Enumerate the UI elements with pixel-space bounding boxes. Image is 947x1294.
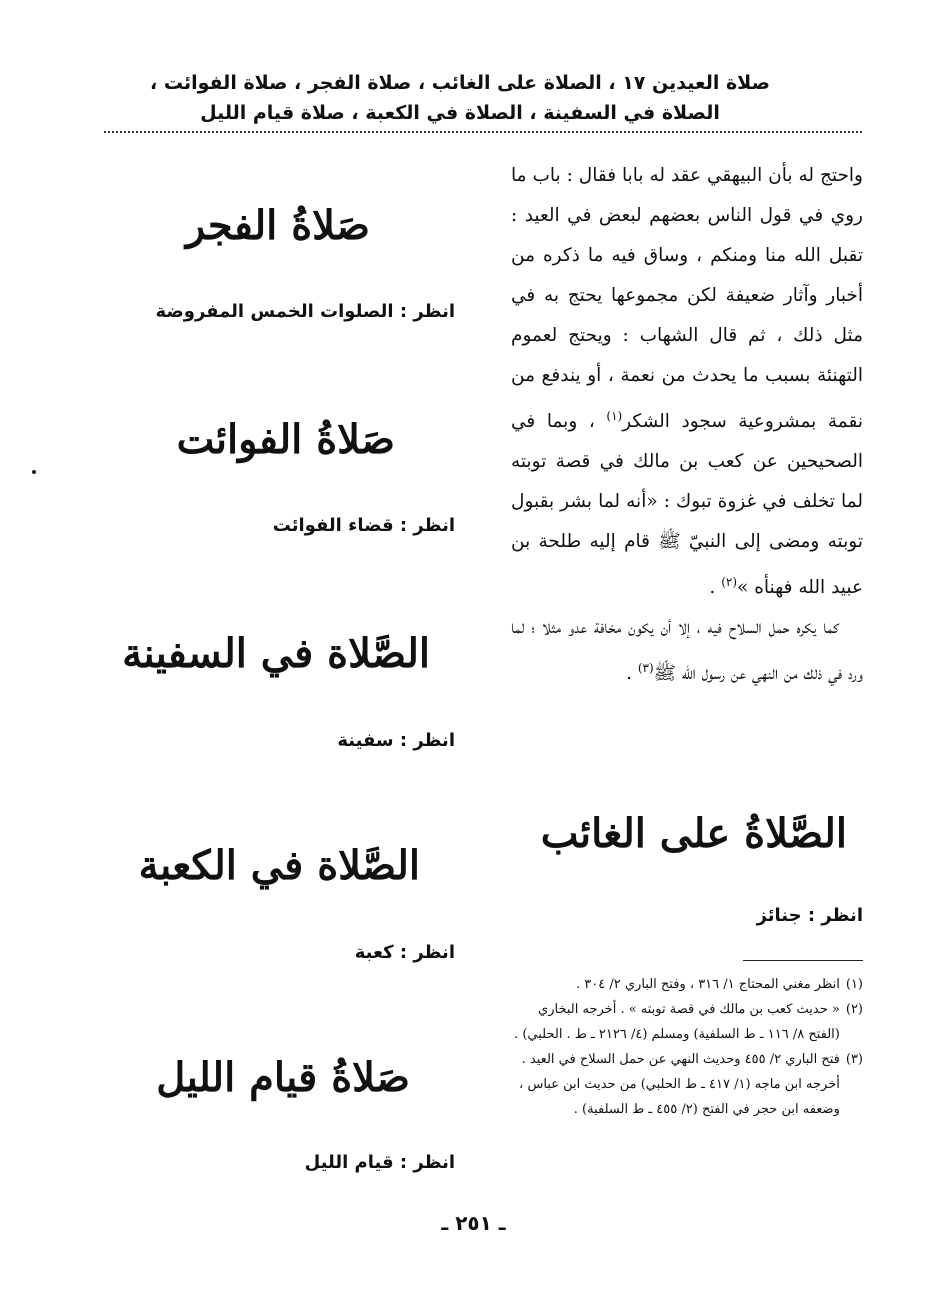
footnotes bbox=[503, 972, 863, 1122]
footnote-divider bbox=[743, 960, 863, 961]
footnote-number: (٢) bbox=[845, 1002, 863, 1017]
main-text: . bbox=[709, 577, 722, 599]
see-also-fajr: انظر : الصلوات الخمس المفروضة bbox=[155, 301, 455, 322]
section-title-fajr: صَلاةُ الفجر bbox=[185, 202, 370, 249]
main-text: كما يكره حمل السلاح فيه ، إلا أن يكون مخافة عدو مثلا ؛ لما ورد في ذلك من النهي عن رسول الله ﷺ bbox=[511, 617, 863, 685]
page-number: ـ ٢٥١ ـ bbox=[441, 1211, 506, 1235]
section-title-ghaib: الصَّلاةُ على الغائب bbox=[540, 810, 847, 857]
footnote-ref-1: (١) bbox=[606, 409, 623, 423]
section-title-kaaba: الصَّلاة في الكعبة bbox=[138, 842, 420, 889]
header-line-1: صلاة العيدين ١٧ ، الصلاة على الغائب ، صلاة الفجر ، صلاة الفوائت ، bbox=[150, 72, 770, 94]
header-line-2: الصلاة في السفينة ، الصلاة في الكعبة ، صلاة قيام الليل bbox=[200, 102, 720, 124]
see-also-kaaba: انظر : كعبة bbox=[354, 942, 455, 963]
main-text: ، وبما في الصحيحين عن كعب بن مالك في قصة توبته لما تخلف في غزوة تبوك : «أنه لما بشر بقبول توبته ومضى إلى النبيّ ﷺ قام إليه طلحة بن عبيد الله فهنأه » bbox=[511, 411, 863, 599]
main-paragraph-2 bbox=[511, 608, 863, 694]
footnote-number: (١) bbox=[845, 977, 863, 992]
margin-mark bbox=[32, 470, 36, 474]
footnote-text: « حديث كعب بن مالك في قصة توبته » . أخرجه البخاري (الفتح ٨/ ١١٦ ـ ط السلفية) ومسلم (٤/ ٢١٢٦ ـ ط . الحلبي) . bbox=[514, 1002, 840, 1042]
footnote bbox=[503, 997, 863, 1047]
footnote-text: فتح الباري ٢/ ٤٥٥ وحديث النهي عن حمل السلاح في العيد . أخرجه ابن ماجه (١/ ٤١٧ ـ ط الحلبي) من حديث ابن عباس ، وضعفه ابن حجر في الفتح (٢/ ٤٥٥ ـ ط السلفية) . bbox=[519, 1052, 840, 1117]
see-also-fawait: انظر : قضاء الفوائت bbox=[272, 515, 455, 536]
main-text: واحتج له بأن البيهقي عقد له بابا فقال : باب ما روي في قول الناس بعضهم لبعض في العيد : تقبل الله منا ومنكم ، وساق فيه ما ذكره من أخبار وآثار ضعيفة لكن مجموعها يحتج به في مثل ذلك ، ثم قال الشهاب : ويحتج لعموم التهنئة بسبب ما يحدث من نعمة ، أو يندفع من نقمة بمشروعية سجود الشكر bbox=[511, 165, 864, 433]
side-column bbox=[110, 0, 455, 1294]
main-paragraph-1 bbox=[511, 156, 863, 608]
footnote-ref-2: (٢) bbox=[721, 575, 738, 590]
main-text: . bbox=[626, 663, 638, 685]
section-title-safina: الصَّلاة في السفينة bbox=[122, 630, 430, 677]
footnote-ref-3: (٣) bbox=[637, 661, 654, 676]
footnote-number: (٣) bbox=[845, 1052, 863, 1067]
footnote-text: انظر مغني المحتاج ١/ ٣١٦ ، وفتح الباري ٢/ ٣٠٤ . bbox=[576, 977, 840, 992]
see-also-ghaib: انظر : جنائز bbox=[756, 905, 863, 926]
see-also-qiyam: انظر : قيام الليل bbox=[304, 1152, 455, 1173]
section-title-qiyam: صَلاةُ قيام الليل bbox=[156, 1054, 410, 1101]
footnote bbox=[503, 1047, 863, 1122]
section-title-fawait: صَلاةُ الفوائت bbox=[176, 416, 395, 463]
footnote bbox=[503, 972, 863, 997]
see-also-safina: انظر : سفينة bbox=[337, 730, 455, 751]
main-column bbox=[511, 156, 863, 694]
